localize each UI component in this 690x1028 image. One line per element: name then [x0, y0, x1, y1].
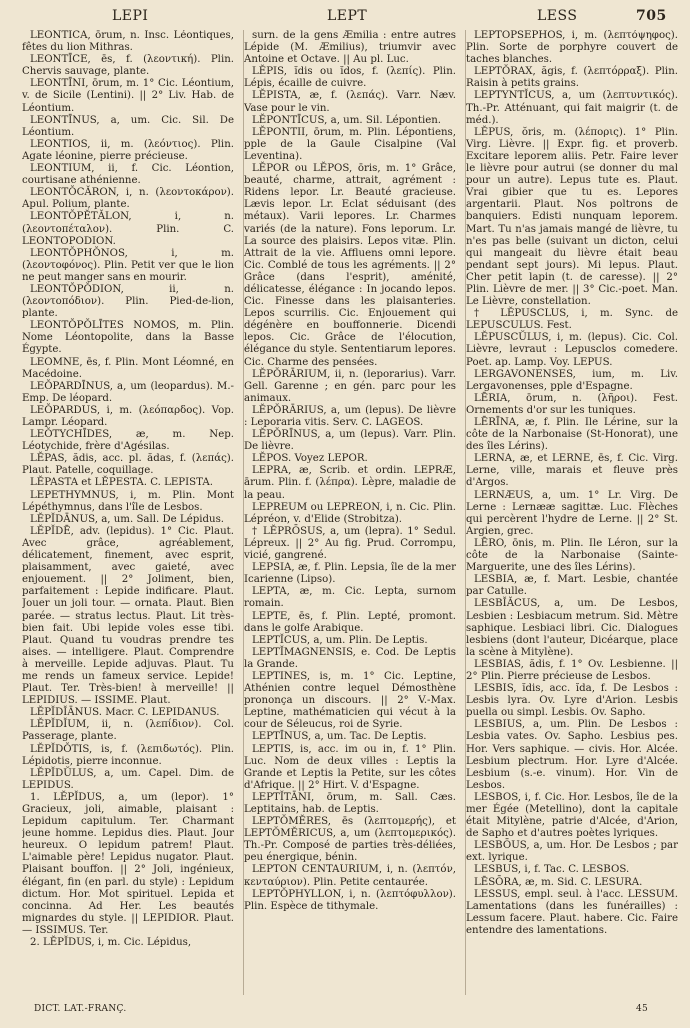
dictionary-entry: LESBIS, ĭdis, acc. ĭda, f. De Lesbos : Lesbis lyra. Ov. Lyre d'Arion. Lesbis puella ou simpl. Lesbis. Ov. Sapho.: [466, 683, 678, 719]
dictionary-entry: LĔPONTII, ōrum, m. Plin. Lépontiens, pple de la Gaule Cisalpine (Val Leventina).: [244, 126, 456, 162]
dictionary-entry: LEONTĪNUS, a, um. Cic. Sil. De Léontium.: [22, 114, 234, 138]
column-divider: [465, 30, 466, 995]
dictionary-entry: LĒRIA, ōrum, n. (λῆροι). Fest. Ornements d'or sur les tuniques.: [466, 392, 678, 416]
dictionary-entry: LEPTĬCUS, a, um. Plin. De Leptis.: [252, 634, 428, 646]
dictionary-entry: LERGAVONENSES, ium, m. Liv. Lergavonenses, pple d'Espagne.: [466, 368, 678, 392]
column-2: [244, 30, 456, 995]
dictionary-entry: LEPTINES, is, m. 1° Cic. Leptine, Athénien contre lequel Démosthène prononça un discours. || 2° V.-Max. Leptine, mathématicien qui vécut à la cour de Séleucus, roi de Syrie.: [244, 670, 456, 731]
dictionary-entry: LĔPŎRĪNUS, a, um (lepus). Varr. Plin. De lièvre.: [244, 429, 456, 453]
dictionary-entry: LEPTĬMAGNENSIS, e. Cod. De Leptis la Grande.: [244, 646, 456, 670]
dictionary-entry: LEŎTYCHĪDES, æ, m. Nep. Léotychide, frère d'Agésilas.: [22, 429, 234, 453]
dictionary-entry: LEONTŎPHŎNOS, i, m. (λεοντοφόνος). Plin. Petit ver que le lion ne peut manger sans en mourir.: [22, 247, 234, 283]
dictionary-entry: LERNÆUS, a, um. 1° Lr. Virg. De Lerne : Lernææ sagittæ. Luc. Flèches qui percèrent l'hydre de Lerne. || 2° St. Argien, grec.: [466, 489, 678, 537]
dictionary-entry: LESSUS, empl. seul. à l'acc. LESSUM. Lamentations (dans les funérailles) : Lessum facere. Plaut. habere. Cic. Faire entendre des lamentations.: [466, 888, 678, 936]
running-head-right: LESS: [537, 8, 578, 24]
dictionary-entry: LEPTĬTĀNI, ōrum, m. Sall. Cæs. Leptitains, hab. de Leptis.: [244, 791, 456, 815]
dictionary-entry: LĔPUSCŬLUS, i, m. (lepus). Cic. Col. Lièvre, levraut : Lepusclos comedere. Poet. ap. Lamp. Voy. LEPUS.: [466, 332, 678, 368]
dictionary-entry: LEONTIOS, ii, m. (λεόντιος). Plin. Agate léonine, pierre précieuse.: [22, 138, 234, 162]
column-3: [466, 30, 678, 995]
dictionary-entry: LEONTŎPĔTĂLON, i, n. (λεοντοπέταλον). Plin. C. LEONTOPODION.: [22, 211, 234, 247]
dictionary-entry: LĔPĬDŬLUS, a, um. Capel. Dim. de LEPIDUS.: [22, 767, 234, 791]
dictionary-entry: LĔPĬDĬĀNUS. Macr. C. LEPIDANUS.: [30, 707, 220, 719]
dictionary-entry: LĔPĬDĒ, adv. (lepidus). 1° Cic. Plaut. Avec grâce, agréablement, délicatement, finement, avec esprit, plaisamment, avec gaieté, avec enjouement. || 2° Joliment, bien, parfaitement : Lepide indificare. Plaut. Jouer un joli tour. — ornata. Plaut. Bien parée. — stratus lectus. Plaut. Lit très-bien fait. Ubi lepide voles esse tibi. Plaut. Quand tu voudras prendre tes aises. — intelligere. Plaut. Comprendre à merveille. Lepide adjuvas. Plaut. Tu me rends un fameux service. Lepide! Plaut. Ter. Très-bien! à merveille! || LEPIDIUS. — ISSIME. Plaut.: [22, 525, 234, 707]
dictionary-entry: LĔPAS, ădis, acc. pl. ădas, f. (λεπάς). Plaut. Patelle, coquillage.: [22, 453, 234, 477]
dictionary-entry: LESBUS, i, f. Tac. C. LESBOS.: [474, 864, 630, 876]
dictionary-entry: LĔPOR ou LĔPOS, ōris, m. 1° Grâce, beauté, charme, attrait, agrément : Ridens lepor. Lr. Beauté gracieuse. Lævis lepor. Lr. Eclat séduisant (des métaux). Varii lepores. Lr. Charmes variés (de la nature). Fons leporum. Lr. La source des plaisirs. Lepos vitæ. Plin. Attrait de la vie. Affluens omni lepore. Cic. Comblé de tous les agréments. || 2° Grâce (dans l'esprit), aménité, délicatesse, élégance : In jocando lepos. Cic. Finesse dans les plaisanteries. Lepos scurrilis. Cic. Enjouement qui dégénère en bouffonnerie. Dicendi lepos. Cic. Grâce de l'élocution, élégance du style. Sententiarum lepores. Cic. Charme des pensées.: [244, 163, 456, 368]
dictionary-entry: LEONTŎCĂRON, i, n. (λεοντοκάρον). Apul. Polium, plante.: [22, 187, 234, 211]
dictionary-entry: LESBĬĂCUS, a, um. De Lesbos, Lesbien : Lesbiacum metrum. Sid. Mètre saphique. Lesbiaci libri. Cic. Dialogues lesbiens (dont l'auteur, Dicéarque, place la scène à Mitylène).: [466, 598, 678, 658]
dictionary-entry: LEPTYNTĬCUS, a, um (λεπτυντικός). Th.-Pr. Atténuant, qui fait maigrir (t. de méd.).: [466, 90, 678, 126]
dictionary-entry: LEPTŎMĔRES, ēs (λεπτομερής), et LEPTŎMĔRICUS, a, um (λεπτομερικός). Th.-Pr. Composé de parties très-déliées, peu énergique, bénin.: [244, 816, 456, 864]
running-head-left: LEPI: [112, 8, 149, 24]
dictionary-entry: LESBOS, i, f. Cic. Hor. Lesbos, île de la mer Égée (Metellino), dont la capitale était Mitylène, patrie d'Alcée, d'Arion, de Sapho et d'autres poètes lyriques.: [466, 791, 678, 840]
dictionary-entry: LĔPŎRĀRIUS, a, um (lepus). De lièvre : Leporaria vitis. Serv. C. LAGEOS.: [244, 404, 456, 428]
dictionary-entry: LEPTĪNUS, a, um. Tac. De Leptis.: [252, 731, 427, 743]
dictionary-entry: LEONTĪCA, ōrum, n. Insc. Léontiques, fêtes du lion Mithras.: [22, 30, 234, 54]
dictionary-entry: LEONTIUM, ii, f. Cic. Léontion, courtisane athénienne.: [22, 163, 234, 187]
dictionary-entry: LEPTIS, is, acc. im ou in, f. 1° Plin. Luc. Nom de deux villes : Leptis la Grande et Leptis la Petite, sur les côtes d'Afrique. || 2° Hirt. V. d'Espagne.: [244, 743, 456, 791]
dictionary-entry: LEONTĪCE, ēs, f. (λεοντική). Plin. Chervis sauvage, plante.: [22, 54, 234, 78]
dictionary-entry: LEPETHYMNUS, i, m. Plin. Mont Lépéthymnus, dans l'île de Lesbos.: [22, 489, 234, 513]
dictionary-entry: LEPTŎRAX, ăgis, f. (λεπτόρραξ). Plin. Raisin à petits grains.: [466, 66, 678, 90]
dictionary-entry: surn. de la gens Æmilia : entre autres Lépide (M. Æmilius), triumvir avec Antoine et Octave. || Au pl. Luc.: [244, 30, 456, 66]
dictionary-entry: LEPTE, ēs, f. Plin. Lepté, promont. dans le golfe Arabique.: [244, 610, 456, 634]
sheet-number: 45: [636, 1004, 649, 1014]
dictionary-entry: LESBIA, æ, f. Mart. Lesbie, chantée par Catulle.: [466, 574, 678, 598]
columns-container: [22, 30, 678, 995]
dictionary-entry: LĔPUS, ŏris, m. (λέπορις). 1° Plin. Virg. Lièvre. || Expr. fig. et proverb. Excitare leporem aliis. Petr. Faire lever le lièvre pour autrui (se donner du mal pour un autre). Lepus tute es. Plaut. Vrai gibier que tu es. Lepores argentarii. Plaut. Nos poltrons de banquiers. Edisti nunquam leporem. Mart. Tu n'as jamais mangé de lièvre, tu n'es pas belle (suivant un dicton, celui qui mangeait du lièvre était beau pendant sept jours). Mi lepus. Plaut. Cher petit lapin (t. de caresse). || 2° Plin. Lièvre de mer. || 3° Cic.-poet. Man. Le Lièvre, constellation.: [466, 126, 678, 308]
column-divider: [243, 30, 244, 995]
dictionary-entry: LĔPISTA, æ, f. (λεπάς). Varr. Næv. Vase pour le vin.: [244, 90, 456, 114]
dictionary-entry: LEPRA, æ, Scrib. et ordin. LEPRÆ, ārum. Plin. f. (λέπρα). Lèpre, maladie de la peau.: [244, 465, 456, 501]
dictionary-entry: LESBŌUS, a, um. Hor. De Lesbos ; par ext. lyrique.: [466, 840, 678, 864]
dictionary-entry: LEOMNE, ēs, f. Plin. Mont Léomné, en Macédoine.: [22, 356, 234, 380]
dictionary-entry: LEPTOPSĒPHOS, i, m. (λεπτόψηφος). Plin. Sorte de porphyre couvert de taches blanches.: [466, 30, 678, 66]
page-number: 705: [636, 8, 667, 24]
dictionary-entry: † LĔPUSCLUS, i, m. Sync. de LEPUSCULUS. Fest.: [466, 308, 678, 332]
dictionary-entry: 2. LĔPĬDUS, i, m. Cic. Lépidus,: [30, 937, 192, 949]
dictionary-entry: LESBIAS, ădis, f. 1° Ov. Lesbienne. || 2° Plin. Pierre précieuse de Lesbos.: [466, 658, 678, 682]
dictionary-entry: LEONTŎPŎLĪTES NOMOS, m. Plin. Nome Léontopolite, dans la Basse Égypte.: [22, 320, 234, 356]
dictionary-entry: LĔPŎRĀRIUM, ii, n. (leporarius). Varr. Gell. Garenne ; en gén. parc pour les animaux.: [244, 368, 456, 404]
dictionary-entry: LĒRĪNA, æ, f. Plin. Ile Lérine, sur la côte de la Narbonaise (St-Honorat), une des îles Lérins).: [466, 417, 678, 453]
dictionary-entry: LEONTĪNI, ōrum, m. 1° Cic. Léontium, v. de Sicile (Lentini). || 2° Liv. Hab. de Léontium.: [22, 78, 234, 114]
dictionary-entry: LĒRO, ōnis, m. Plin. Ile Léron, sur la côte de la Narbonaise (Sainte-Marguerite, une des îles Lérins).: [466, 537, 678, 574]
column-1: [22, 30, 234, 995]
dictionary-entry: LEPSIA, æ, f. Plin. Lepsia, île de la mer Icarienne (Lipso).: [244, 562, 456, 586]
dictionary-entry: LEPREUM ou LEPREON, i, n. Cic. Plin. Lépréon, v. d'Elide (Strobitza).: [244, 501, 456, 525]
dictionary-entry: LĔPĬDĀNUS, a, um. Sall. De Lépidus.: [30, 513, 225, 525]
dictionary-entry: LĒSŌRA, æ, m. Sid. C. LESURA.: [474, 876, 643, 888]
dictionary-entry: LESBIUS, a, um. Plin. De Lesbos : Lesbia vates. Ov. Sapho. Lesbius pes. Hor. Vers saphique. — civis. Hor. Alcée. Lesbium plectrum. Hor. Lyre d'Alcée. Lesbium (s.-e. vinum). Hor. Vin de Lesbos.: [466, 719, 678, 791]
dictionary-entry: LEPTA, æ, m. Cic. Lepta, surnom romain.: [244, 586, 456, 610]
dictionary-entry: † LĔPRŌSUS, a, um (lepra). 1° Sedul. Lépreux. || 2° Au fig. Prud. Corrompu, vicié, gangrené.: [244, 525, 456, 562]
dictionary-entry: LEONTŎPŎDION, ii, n. (λεοντοπόδιον). Plin. Pied-de-lion, plante.: [22, 283, 234, 320]
dictionary-entry: LĔPOS. Voyez LEPOR.: [252, 453, 368, 465]
dictionary-entry: LĔPĬDŎTIS, is, f. (λεπιδωτός). Plin. Lépidotis, pierre inconnue.: [22, 743, 234, 767]
dictionary-entry: LEPTŎPHYLLON, i, n. (λεπτόφυλλον). Plin. Espèce de tithymale.: [244, 888, 456, 912]
dictionary-entry: LEPTON CENTAURIUM, i, n. (λεπτόν, κενταύριον). Plin. Petite centaurée.: [244, 864, 456, 888]
dictionary-entry: LEŎPARDĪNUS, a, um (leopardus). M.-Emp. De léopard.: [22, 380, 234, 404]
dictionary-entry: 1. LĔPĬDUS, a, um (lepor). 1° Gracieux, joli, aimable, plaisant : Lepidum capitulum. Ter. Charmant jeune homme. Lepidus dies. Plaut. Jour heureux. O lepidum patrem! Plaut. L'aimable père! Lepidus nugator. Plaut. Plaisant bouffon. || 2° Joli, ingénieux, élégant, fin (en parl. du style) : Lepidum dictum. Hor. Mot spirituel. Lepida et concinna. Ad Her. Les beautés mignardes du style. || LEPIDIOR. Plaut. — ISSIMUS. Ter.: [22, 791, 234, 936]
dictionary-entry: LĔPONTĪCUS, a, um. Sil. Lépontien.: [252, 114, 442, 126]
dictionary-entry: LĔPIS, ĭdis ou ĭdos, f. (λεπίς). Plin. Lépis, écaille de cuivre.: [244, 66, 456, 90]
dictionary-entry: LEŎPARDUS, i, m. (λεόπαρδος). Vop. Lampr. Léopard.: [22, 404, 234, 428]
dictionary-entry: LĔPĬDĬUM, ii, n. (λεπίδιον). Col. Passerage, plante.: [22, 719, 234, 743]
running-head-center: LEPT: [327, 8, 368, 24]
dictionary-entry: LĔPASTA et LĔPESTA. C. LEPISTA.: [30, 477, 213, 489]
dictionary-entry: LERNA, æ, et LERNE, ēs, f. Cic. Virg. Lerne, ville, marais et fleuve près d'Argos.: [466, 453, 678, 489]
signature-footer: DICT. LAT.-FRANÇ.: [34, 1004, 127, 1014]
